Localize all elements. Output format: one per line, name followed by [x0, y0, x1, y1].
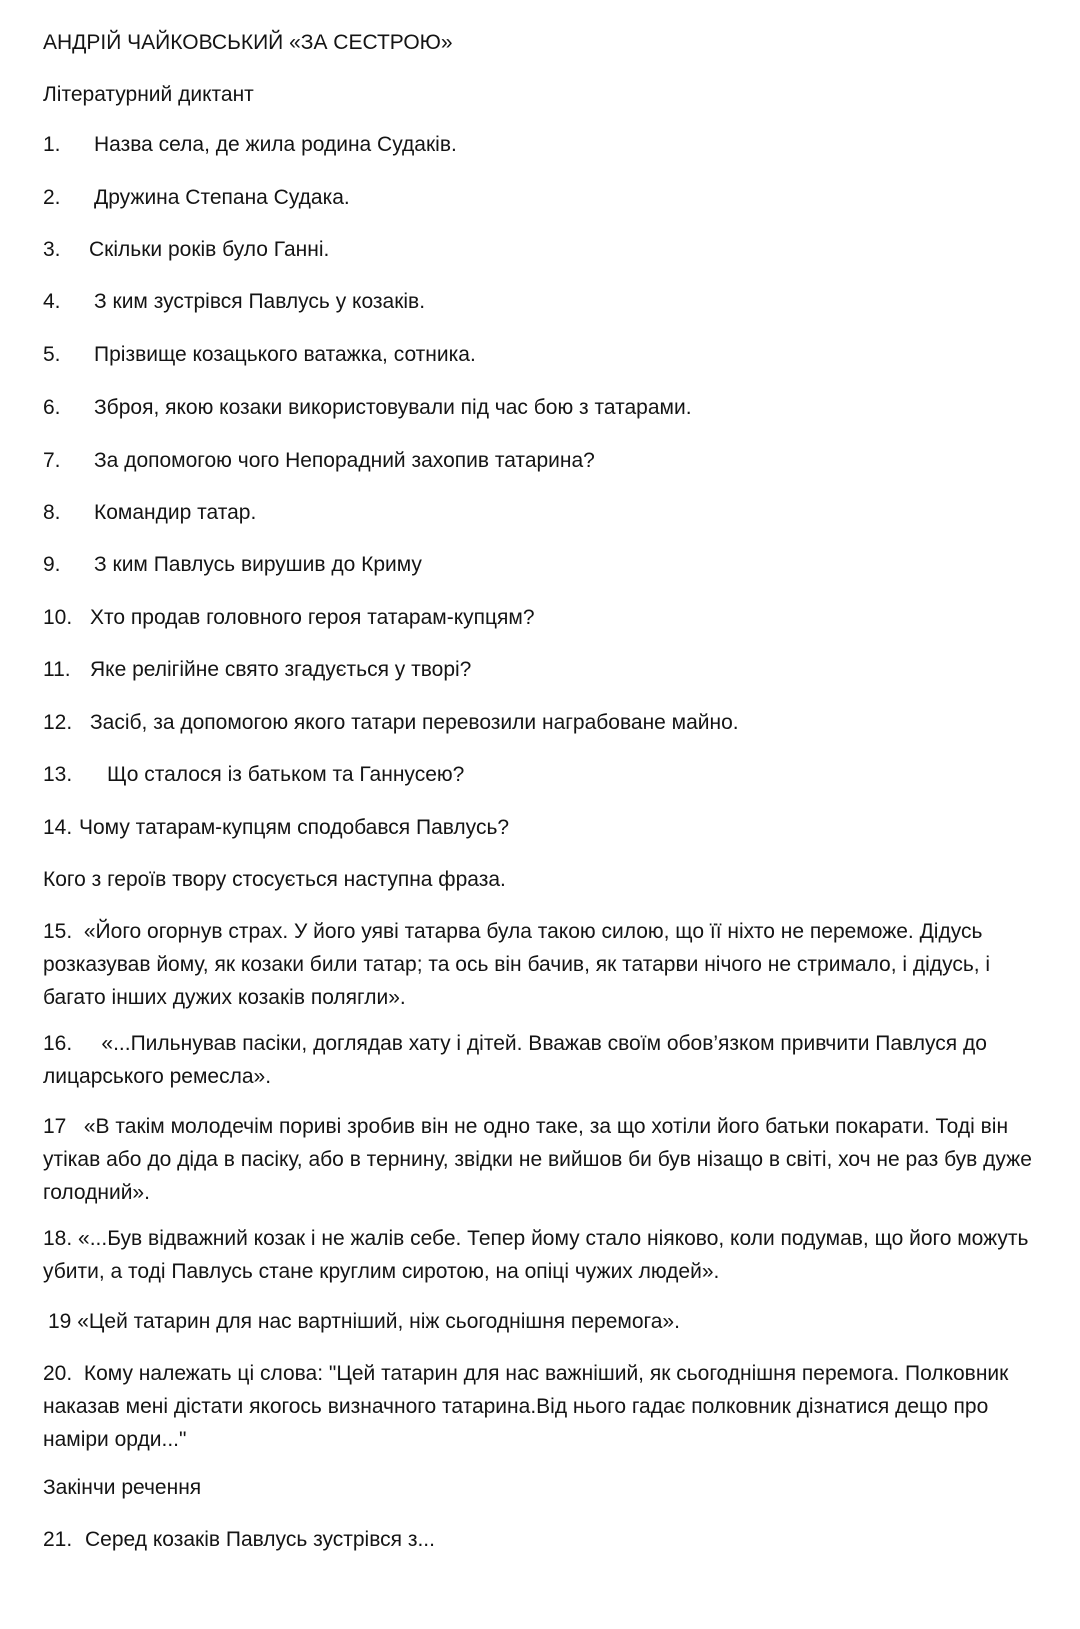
question-text: За допомогою чого Непорадний захопив татарина?	[94, 449, 595, 472]
question-text: Дружина Степана Судака.	[94, 186, 350, 209]
section-heading-phrase: Кого з героїв твору стосується наступна фраза.	[43, 868, 506, 891]
question-number: 8.	[43, 501, 61, 524]
question-item	[43, 186, 350, 210]
question-number: 4.	[43, 290, 61, 313]
question-number: 1.	[43, 133, 61, 156]
question-text: З ким Павлусь вирушив до Криму	[94, 553, 422, 576]
finish-text: Серед козаків Павлусь зустрівся з...	[85, 1528, 435, 1551]
question-number: 12.	[43, 711, 73, 734]
question-text: Скільки років було Ганні.	[89, 238, 330, 261]
quote-item	[43, 1357, 1043, 1456]
quote-item	[48, 1305, 1048, 1338]
question-text: Назва села, де жила родина Судаків.	[94, 133, 457, 156]
question-item	[43, 343, 476, 367]
quote-item	[43, 1027, 1043, 1093]
quote-item	[43, 915, 1043, 1014]
question-number: 14.	[43, 816, 73, 839]
question-item	[43, 606, 535, 630]
question-text: Зброя, якою козаки використовували під час бою з татарами.	[94, 396, 692, 419]
question-text: Засіб, за допомогою якого татари перевозили награбоване майно.	[90, 711, 739, 734]
question-item	[43, 396, 692, 420]
question-text: Що сталося із батьком та Ганнусею?	[107, 763, 465, 786]
question-number: 9.	[43, 553, 61, 576]
question-item	[43, 501, 256, 525]
question-item	[43, 763, 464, 787]
document-subtitle: Літературний диктант	[43, 83, 254, 106]
question-number: 2.	[43, 186, 61, 209]
finish-number: 21.	[43, 1528, 73, 1551]
question-number: 7.	[43, 449, 61, 472]
quote-number: 17	[43, 1115, 67, 1138]
quote-text: Кому належать ці слова: "Цей татарин для нас важніший, як сьогоднішня перемога. Полковник наказав мені дістати якогось визначного татарина.Від нього гадає полковник дізнатися дещо про наміри орди..."	[43, 1362, 1009, 1451]
question-text: Командир татар.	[94, 501, 257, 524]
question-text: Прізвище козацького ватажка, сотника.	[94, 343, 476, 366]
question-item	[43, 658, 471, 682]
section-heading-finish: Закінчи речення	[43, 1476, 202, 1499]
question-number: 11.	[43, 658, 71, 681]
question-item	[43, 133, 457, 157]
quote-text: «Його огорнув страх. У його уяві татарва була такою силою, що її ніхто не переможе. Дідусь розказував йому, як козаки били татар; та ось він бачив, як татарви нічого не стримало, і дідусь, і багато інших дужих козаків полягли».	[43, 920, 991, 1009]
quote-text: «В такім молодечім пориві зробив він не одно таке, за що хотіли його батьки покарати. Тоді він утікав або до діда в пасіку, або в тернину, звідки не вийшов би був нізащо в світі, хоч не раз був дуже голодний».	[43, 1115, 1032, 1204]
quote-number: 15.	[43, 920, 73, 943]
quote-item	[43, 1110, 1043, 1209]
quote-text: «...Пильнував пасіки, доглядав хату і дітей. Вважав своїм обов’язком привчити Павлуся до лицарського ремесла».	[43, 1032, 987, 1088]
question-item	[43, 238, 329, 262]
quote-number: 20.	[43, 1362, 73, 1385]
question-item	[43, 816, 509, 840]
quote-text: «Цей татарин для нас вартніший, ніж сьогоднішня перемога».	[77, 1310, 680, 1333]
finish-item	[43, 1528, 435, 1552]
question-item	[43, 553, 422, 577]
document-title: АНДРІЙ ЧАЙКОВСЬКИЙ «ЗА СЕСТРОЮ»	[43, 31, 453, 54]
quote-number: 16.	[43, 1032, 73, 1055]
quote-text: «...Був відважний козак і не жалів себе. Тепер йому стало ніяково, коли подумав, що його можуть убити, а тоді Павлусь стане круглим сиротою, на опіці чужих людей».	[43, 1227, 1029, 1283]
question-number: 6.	[43, 396, 61, 419]
quote-number: 19	[48, 1310, 72, 1333]
question-number: 10.	[43, 606, 73, 629]
question-item	[43, 290, 425, 314]
question-number: 13.	[43, 763, 73, 786]
question-item	[43, 711, 739, 735]
quote-number: 18.	[43, 1227, 73, 1250]
question-text: З ким зустрівся Павлусь у козаків.	[94, 290, 426, 313]
question-text: Хто продав головного героя татарам-купцям?	[90, 606, 535, 629]
quote-item	[43, 1222, 1043, 1288]
question-text: Чому татарам-купцям сподобався Павлусь?	[79, 816, 510, 839]
question-item	[43, 449, 595, 473]
question-text: Яке релігійне свято згадується у творі?	[90, 658, 472, 681]
question-number: 5.	[43, 343, 61, 366]
question-number: 3.	[43, 238, 61, 261]
